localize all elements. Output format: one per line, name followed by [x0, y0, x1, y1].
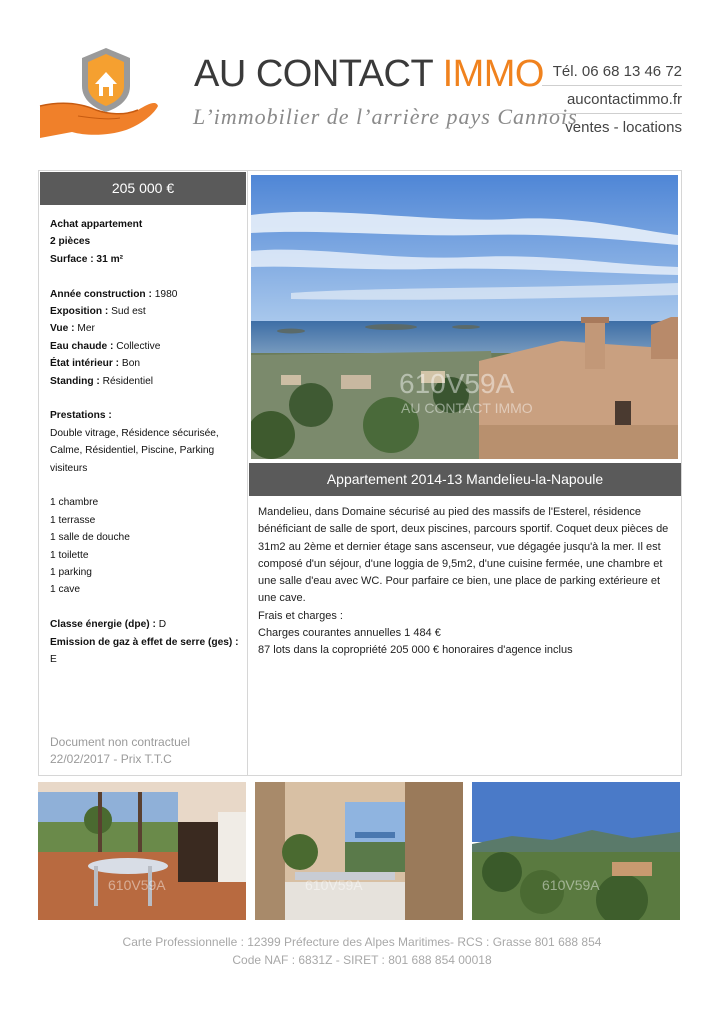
prestations-text: Double vitrage, Résidence sécurisée, Calme, Résidentiel, Piscine, Parking visiteurs [50, 427, 219, 474]
brand-name [194, 52, 544, 96]
listing-surface: Surface : 31 m² [50, 253, 124, 265]
amenity-item: 1 salle de douche [50, 532, 130, 544]
spec-row: Exposition : Sud est [50, 306, 146, 318]
footer-line-2: Code NAF : 6831Z - SIRET : 801 688 854 00018 [232, 953, 492, 967]
footer-line-1: Carte Professionnelle : 12399 Préfecture des Alpes Maritimes- RCS : Grasse 801 688 854 [122, 935, 602, 949]
spec-row: État intérieur : Bon [50, 358, 141, 370]
brand-accent: IMMO [442, 53, 544, 95]
watermark-ref: 610V59A [399, 368, 515, 399]
contact-block [542, 58, 682, 141]
watermark-ref: 610V59A [108, 877, 166, 893]
description-paragraph: Mandelieu, dans Domaine sécurisé au pied des massifs de l'Esterel, résidence bénéficiant de salle de sport, deux piscines, parcours sportif. Coquet deux pièces de 31m2 au 2ème et dernier étage sans ascenseur, vue dégagée jusqu'à la mer. Il est composé d'un séjour, d'une loggia de 9,5m2, d'une cuisine fermée, une chambre et une salle d'eau avec WC. Pour parfaire ce bien, une place de parking extérieure et une cave. [258, 506, 669, 605]
amenity-item: 1 chambre [50, 497, 99, 509]
listing-type: Achat appartement [50, 219, 143, 230]
description-line: 87 lots dans la copropriété 205 000 € honoraires d'agence inclus [258, 644, 573, 657]
description-line: Charges courantes annuelles 1 484 € [258, 627, 441, 640]
description [258, 504, 673, 660]
spec-row: Vue : Mer [50, 323, 95, 335]
amenity-item: 1 parking [50, 567, 92, 579]
prestations-label: Prestations : [50, 410, 112, 422]
details-column [39, 171, 248, 775]
listing-rooms: 2 pièces [50, 236, 91, 248]
tagline: L’immobilier de l’arrière pays Cannois [193, 104, 578, 129]
listing-title: Appartement 2014-13 Mandelieu-la-Napoule [249, 463, 681, 496]
listing-frame [38, 170, 682, 776]
price-badge: 205 000 € [40, 172, 246, 205]
brand-main: AU CONTACT [194, 53, 433, 95]
spec-row: Eau chaude : Collective [50, 340, 161, 352]
watermark-ref: 610V59A [305, 877, 363, 893]
energy-class: Classe énergie (dpe) : D [50, 619, 167, 631]
watermark-brand: AU CONTACT IMMO [401, 400, 533, 416]
photo-thumbnail[interactable] [255, 782, 463, 920]
main-photo [251, 175, 678, 459]
company-logo [38, 44, 162, 144]
spec-row: Année construction : 1980 [50, 288, 178, 300]
details-list [50, 216, 242, 669]
watermark-ref: 610V59A [542, 877, 600, 893]
amenity-item: 1 terrasse [50, 514, 96, 526]
photo-thumbnail[interactable] [472, 782, 680, 920]
website-link[interactable]: aucontactimmo.fr [542, 86, 682, 114]
photo-thumbnail[interactable] [38, 782, 246, 920]
spec-row: Standing : Résidentiel [50, 375, 154, 387]
amenity-item: 1 cave [50, 584, 81, 596]
description-line: Frais et charges : [258, 609, 343, 622]
ges-class: Emission de gaz à effet de serre (ges) : E [50, 636, 239, 666]
services-text: ventes - locations [565, 119, 682, 136]
disclaimer: Document non contractuel 22/02/2017 - Prix T.T.C [50, 735, 191, 766]
phone-number: Tél. 06 68 13 46 72 [542, 58, 682, 86]
amenity-item: 1 toilette [50, 549, 89, 561]
